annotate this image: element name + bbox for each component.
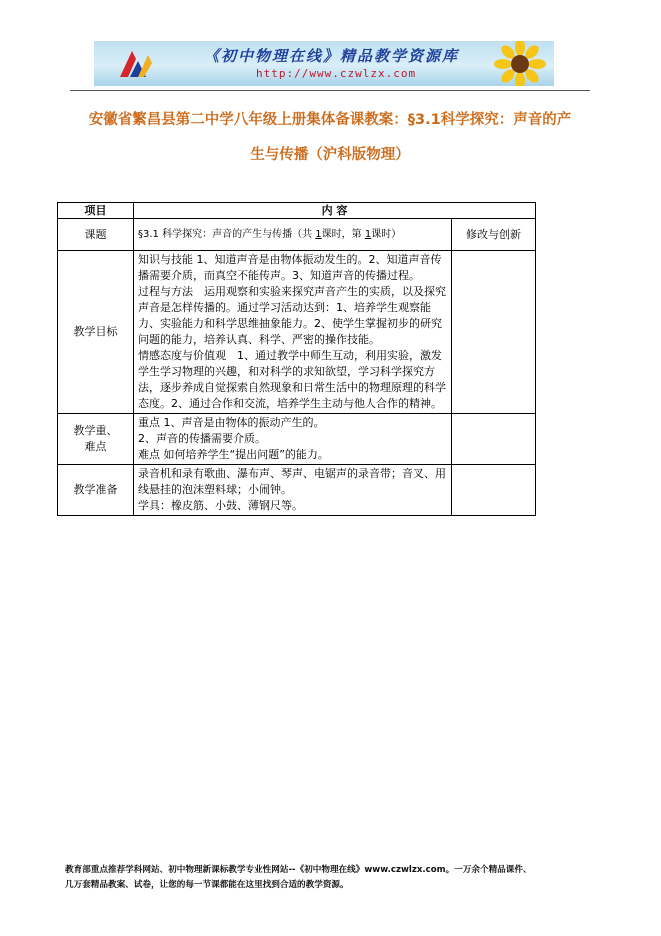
document-title-line-1: 安徽省繁昌县第二中学八年级上册集体备课教案：§3.1科学探究：声音的产	[88, 112, 572, 128]
header-content: 内 容	[134, 203, 536, 219]
header-item: 项目	[58, 203, 134, 219]
banner-url[interactable]: http://www.czwlzx.com	[256, 67, 417, 80]
prep-label: 教学准备	[58, 465, 134, 516]
difficulty: 难点 如何培养学生“提出问题”的能力。	[138, 448, 329, 461]
topic-label: 课题	[58, 219, 134, 251]
prep-teacher-materials: 录音机和录有歌曲、瀑布声、琴声、电锯声的录音带；音叉、用线悬挂的泡沫塑料球；小闹钟。	[138, 467, 446, 496]
keypoints-label	[58, 414, 134, 465]
prep-content	[134, 465, 452, 516]
keypoints-row	[58, 414, 536, 465]
topic-text-c: 课时）	[371, 228, 402, 240]
footer-line-1: 教育部重点推荐学科网站、初中物理新课标教学专业性网站--《初中物理在线》www.czwlzx.com。一万余个精品课件、	[65, 865, 532, 875]
revision-column-label: 修改与创新	[452, 219, 536, 251]
sunflower-icon	[488, 41, 552, 86]
header-divider	[70, 90, 590, 91]
topic-periods-total: 1	[315, 228, 322, 240]
goals-knowledge: 知识与技能 1、知道声音是由物体振动发生的。2、知道声音传播需要介质，而真空不能传声。3、知道声音的传播过程。	[138, 253, 442, 282]
prep-row	[58, 465, 536, 516]
goals-attitude: 情感态度与价值观 1、通过教学中师生互动，利用实验，激发学生学习物理的兴趣，和对科学的求知欲望，学习科学探究方法，逐步养成自觉探索自然现象和日常生活中的物理原理的科学态度。2、通过合作和交流，培养学生主动与他人合作的精神。	[138, 349, 446, 410]
page-footer	[65, 863, 605, 893]
keypoints-label-line-2: 难点	[84, 440, 107, 453]
footer-line-2: 几万套精品教案、试卷，让您的每一节课都能在这里找到合适的教学资源。	[65, 880, 349, 890]
goals-content	[134, 251, 452, 414]
topic-row	[58, 219, 536, 251]
topic-text-b: 课时，第	[321, 228, 365, 240]
topic-content	[134, 219, 452, 251]
keypoint-2: 2、声音的传播需要介质。	[138, 432, 266, 445]
keypoints-label-line-1: 教学重、	[73, 424, 118, 437]
goals-label: 教学目标	[58, 251, 134, 414]
lesson-plan-table	[57, 202, 536, 516]
goals-process: 过程与方法 运用观察和实验来探究声音产生的实质，以及探究声音是怎样传播的。通过学习活动达到：1、培养学生观察能力、实验能力和科学思维抽象能力。2、使学生掌握初步的研究问题的能力，培养认真、科学、严密的操作技能。	[138, 285, 446, 346]
keypoints-revision-cell	[452, 414, 536, 465]
topic-text-a: §3.1 科学探究：声音的产生与传播（共	[138, 228, 316, 240]
goals-revision-cell	[452, 251, 536, 414]
banner-title: 《初中物理在线》精品教学资源库	[204, 47, 460, 65]
goals-row	[58, 251, 536, 414]
topic-period-number: 1	[364, 228, 372, 240]
prep-revision-cell	[452, 465, 536, 516]
site-logo-icon	[116, 47, 156, 81]
document-title-line-2: 生与传播（沪科版物理）	[250, 147, 410, 163]
keypoints-content	[134, 414, 452, 465]
prep-student-materials: 学具：橡皮筋、小鼓、薄钢尺等。	[138, 499, 303, 512]
keypoint-1: 重点 1、声音是由物体的振动产生的。	[138, 416, 325, 429]
table-header-row	[58, 203, 536, 219]
site-banner	[94, 41, 554, 86]
